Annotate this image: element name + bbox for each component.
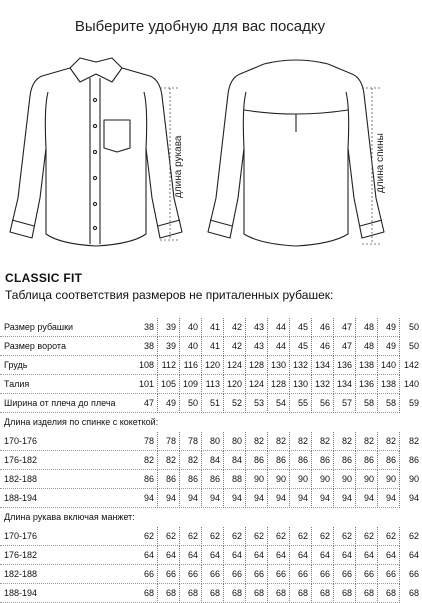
table-cell: 49: [158, 394, 180, 413]
table-cell: 64: [202, 546, 224, 565]
table-cell: 58: [356, 394, 378, 413]
table-cell: 142: [403, 360, 419, 370]
table-cell: 66: [224, 565, 246, 584]
table-cell: 86: [356, 451, 378, 470]
table-cell: 62: [312, 527, 334, 546]
table-cell: 66: [312, 565, 334, 584]
table-cell: 130: [268, 356, 290, 375]
table-cell: 39: [158, 337, 180, 356]
table-cell: 41: [202, 318, 224, 337]
table-cell: 90: [246, 470, 268, 489]
table-cell: 140: [403, 379, 419, 389]
shirt-illustration: [0, 48, 400, 258]
table-cell: 66: [180, 565, 202, 584]
row-label: Длина рукава включая манжет:: [4, 512, 135, 522]
table-cell: 49: [378, 337, 400, 356]
table-cell: 52: [224, 394, 246, 413]
table-cell: 82: [158, 451, 180, 470]
table-cell: 90: [408, 474, 419, 484]
table-cell: 62: [246, 527, 268, 546]
table-cell: 124: [224, 356, 246, 375]
table-cell: 64: [312, 546, 334, 565]
table-cell: 64: [408, 550, 419, 560]
table-cell: 42: [224, 318, 246, 337]
table-cell: 94: [246, 489, 268, 508]
table-cell: 64: [180, 546, 202, 565]
table-row: [0, 375, 419, 394]
table-cell: 62: [224, 527, 246, 546]
table-cell: 94: [408, 493, 419, 503]
table-cell: 68: [246, 584, 268, 603]
table-cell: 40: [180, 318, 202, 337]
table-cell: 90: [378, 470, 400, 489]
table-cell: 90: [356, 470, 378, 489]
table-cell: 62: [158, 527, 180, 546]
table-cell: 43: [246, 318, 268, 337]
fit-subtitle: Таблица соответствия размеров не приталенных рубашек:: [5, 288, 334, 302]
table-cell: 84: [224, 451, 246, 470]
table-cell: 94: [158, 489, 180, 508]
table-cell: 54: [268, 394, 290, 413]
table-cell: 62: [408, 531, 419, 541]
table-cell: 62: [334, 527, 356, 546]
table-cell: 86: [268, 451, 290, 470]
table-cell: 45: [290, 318, 312, 337]
row-label: 170-176: [4, 436, 38, 446]
table-cell: 68: [312, 584, 334, 603]
table-cell: 82: [356, 432, 378, 451]
table-cell: 62: [378, 527, 400, 546]
row-cells: [136, 356, 419, 375]
table-row: [0, 394, 419, 413]
table-cell: 94: [356, 489, 378, 508]
table-row: [0, 451, 419, 470]
shirt-front-drawing: [0, 48, 190, 258]
page-title: Выберите удобную для вас посадку: [74, 18, 326, 35]
row-cells: [136, 565, 419, 584]
table-cell: 43: [246, 337, 268, 356]
table-cell: 90: [290, 470, 312, 489]
table-cell: 66: [202, 565, 224, 584]
table-cell: 134: [312, 356, 334, 375]
table-cell: 68: [180, 584, 202, 603]
table-row: [0, 565, 419, 584]
row-cells: [136, 375, 419, 394]
table-row: [0, 470, 419, 489]
size-table: [0, 318, 419, 603]
table-cell: 57: [334, 394, 356, 413]
table-cell: 140: [378, 356, 400, 375]
table-cell: 66: [408, 569, 419, 579]
table-cell: 80: [224, 432, 246, 451]
shirt-back-drawing: [200, 48, 400, 258]
table-cell: 82: [378, 432, 400, 451]
table-cell: 64: [356, 546, 378, 565]
table-cell: 45: [290, 337, 312, 356]
table-cell: 128: [246, 356, 268, 375]
table-cell: 53: [246, 394, 268, 413]
table-cell: 46: [312, 318, 334, 337]
row-label: 170-176: [4, 531, 38, 541]
table-cell: 50: [408, 322, 419, 332]
table-cell: 64: [136, 546, 158, 565]
row-label: 176-182: [4, 550, 38, 560]
table-cell: 88: [224, 470, 246, 489]
table-cell: 108: [136, 356, 158, 375]
back-length-label: длина спины: [375, 133, 386, 193]
table-cell: 94: [136, 489, 158, 508]
table-cell: 66: [268, 565, 290, 584]
table-cell: 64: [378, 546, 400, 565]
table-cell: 82: [290, 432, 312, 451]
table-cell: 47: [334, 318, 356, 337]
table-cell: 64: [290, 546, 312, 565]
table-cell: 94: [378, 489, 400, 508]
table-cell: 94: [224, 489, 246, 508]
table-cell: 82: [408, 436, 419, 446]
table-cell: 101: [136, 375, 158, 394]
table-cell: 86: [312, 451, 334, 470]
table-row: [0, 318, 419, 337]
table-cell: 62: [268, 527, 290, 546]
table-cell: 134: [334, 375, 356, 394]
table-row: [0, 337, 419, 356]
table-cell: 105: [158, 375, 180, 394]
table-row: [0, 432, 419, 451]
table-cell: 44: [268, 337, 290, 356]
row-cells: [136, 489, 419, 508]
section-heading: [0, 413, 400, 432]
table-cell: 58: [378, 394, 400, 413]
table-cell: 82: [136, 451, 158, 470]
table-cell: 86: [246, 451, 268, 470]
row-label: 188-194: [4, 493, 38, 503]
table-cell: 66: [378, 565, 400, 584]
table-cell: 64: [268, 546, 290, 565]
table-cell: 86: [408, 455, 419, 465]
table-cell: 86: [334, 451, 356, 470]
row-label: 182-188: [4, 474, 38, 484]
row-label: Ширина от плеча до плеча: [4, 398, 116, 408]
table-cell: 86: [158, 470, 180, 489]
table-cell: 94: [202, 489, 224, 508]
table-cell: 86: [290, 451, 312, 470]
table-cell: 64: [224, 546, 246, 565]
table-cell: 86: [378, 451, 400, 470]
table-cell: 51: [202, 394, 224, 413]
row-cells: [136, 584, 419, 603]
table-cell: 66: [246, 565, 268, 584]
table-cell: 62: [202, 527, 224, 546]
table-cell: 47: [334, 337, 356, 356]
table-cell: 66: [356, 565, 378, 584]
table-cell: 78: [158, 432, 180, 451]
table-cell: 84: [202, 451, 224, 470]
table-cell: 62: [356, 527, 378, 546]
table-cell: 94: [180, 489, 202, 508]
row-cells: [136, 546, 419, 565]
table-cell: 62: [290, 527, 312, 546]
table-row: [0, 546, 419, 565]
row-label: Длина изделия по спинке с кокеткой:: [4, 417, 159, 427]
row-label: Грудь: [4, 360, 28, 370]
table-cell: 94: [290, 489, 312, 508]
table-cell: 124: [246, 375, 268, 394]
table-cell: 39: [158, 318, 180, 337]
fit-title: CLASSIC FIT: [5, 271, 83, 285]
table-cell: 68: [290, 584, 312, 603]
table-cell: 64: [334, 546, 356, 565]
row-cells: [136, 527, 419, 546]
table-cell: 68: [136, 584, 158, 603]
table-cell: 49: [378, 318, 400, 337]
table-cell: 66: [334, 565, 356, 584]
table-row: [0, 527, 419, 546]
table-cell: 64: [158, 546, 180, 565]
sleeve-length-label: длина рукава: [173, 135, 184, 198]
table-cell: 40: [180, 337, 202, 356]
table-cell: 94: [268, 489, 290, 508]
table-cell: 62: [136, 527, 158, 546]
table-cell: 48: [356, 318, 378, 337]
table-row: [0, 356, 419, 375]
table-cell: 68: [334, 584, 356, 603]
table-cell: 94: [312, 489, 334, 508]
table-cell: 113: [202, 375, 224, 394]
table-cell: 38: [136, 318, 158, 337]
row-cells: [136, 432, 419, 451]
table-cell: 136: [334, 356, 356, 375]
table-cell: 62: [180, 527, 202, 546]
table-cell: 68: [408, 588, 419, 598]
table-cell: 41: [202, 337, 224, 356]
table-cell: 136: [356, 375, 378, 394]
table-cell: 90: [268, 470, 290, 489]
table-cell: 120: [224, 375, 246, 394]
table-cell: 138: [356, 356, 378, 375]
table-cell: 132: [312, 375, 334, 394]
table-cell: 42: [224, 337, 246, 356]
table-cell: 138: [378, 375, 400, 394]
table-cell: 68: [224, 584, 246, 603]
table-cell: 112: [158, 356, 180, 375]
table-cell: 68: [356, 584, 378, 603]
table-cell: 82: [268, 432, 290, 451]
row-label: Размер ворота: [4, 341, 66, 351]
table-cell: 86: [180, 470, 202, 489]
table-cell: 66: [290, 565, 312, 584]
table-cell: 78: [180, 432, 202, 451]
table-row: [0, 584, 419, 603]
table-cell: 46: [312, 337, 334, 356]
table-cell: 78: [136, 432, 158, 451]
table-cell: 82: [180, 451, 202, 470]
table-cell: 90: [312, 470, 334, 489]
table-cell: 90: [334, 470, 356, 489]
row-cells: [136, 337, 419, 356]
table-cell: 48: [356, 337, 378, 356]
table-cell: 82: [312, 432, 334, 451]
table-cell: 94: [334, 489, 356, 508]
table-cell: 130: [290, 375, 312, 394]
row-cells: [136, 470, 419, 489]
table-row: [0, 489, 419, 508]
table-cell: 68: [268, 584, 290, 603]
row-label: 176-182: [4, 455, 38, 465]
table-cell: 128: [268, 375, 290, 394]
table-cell: 66: [136, 565, 158, 584]
table-cell: 116: [180, 356, 202, 375]
table-cell: 109: [180, 375, 202, 394]
row-cells: [136, 318, 419, 337]
table-cell: 132: [290, 356, 312, 375]
table-cell: 59: [408, 398, 419, 408]
table-cell: 66: [158, 565, 180, 584]
table-cell: 50: [180, 394, 202, 413]
table-cell: 86: [202, 470, 224, 489]
row-cells: [136, 451, 419, 470]
row-label: Размер рубашки: [4, 322, 74, 332]
table-cell: 68: [378, 584, 400, 603]
row-label: 188-194: [4, 588, 38, 598]
table-cell: 82: [334, 432, 356, 451]
table-cell: 55: [290, 394, 312, 413]
table-cell: 56: [312, 394, 334, 413]
table-cell: 64: [246, 546, 268, 565]
table-cell: 47: [136, 394, 158, 413]
row-label: Талия: [4, 379, 30, 389]
table-cell: 120: [202, 356, 224, 375]
table-cell: 68: [202, 584, 224, 603]
row-cells: [136, 394, 419, 413]
row-label: 182-188: [4, 569, 38, 579]
section-heading: [0, 508, 400, 527]
table-cell: 80: [202, 432, 224, 451]
table-cell: 68: [158, 584, 180, 603]
table-cell: 86: [136, 470, 158, 489]
table-cell: 82: [246, 432, 268, 451]
table-cell: 50: [408, 341, 419, 351]
table-cell: 38: [136, 337, 158, 356]
table-cell: 44: [268, 318, 290, 337]
